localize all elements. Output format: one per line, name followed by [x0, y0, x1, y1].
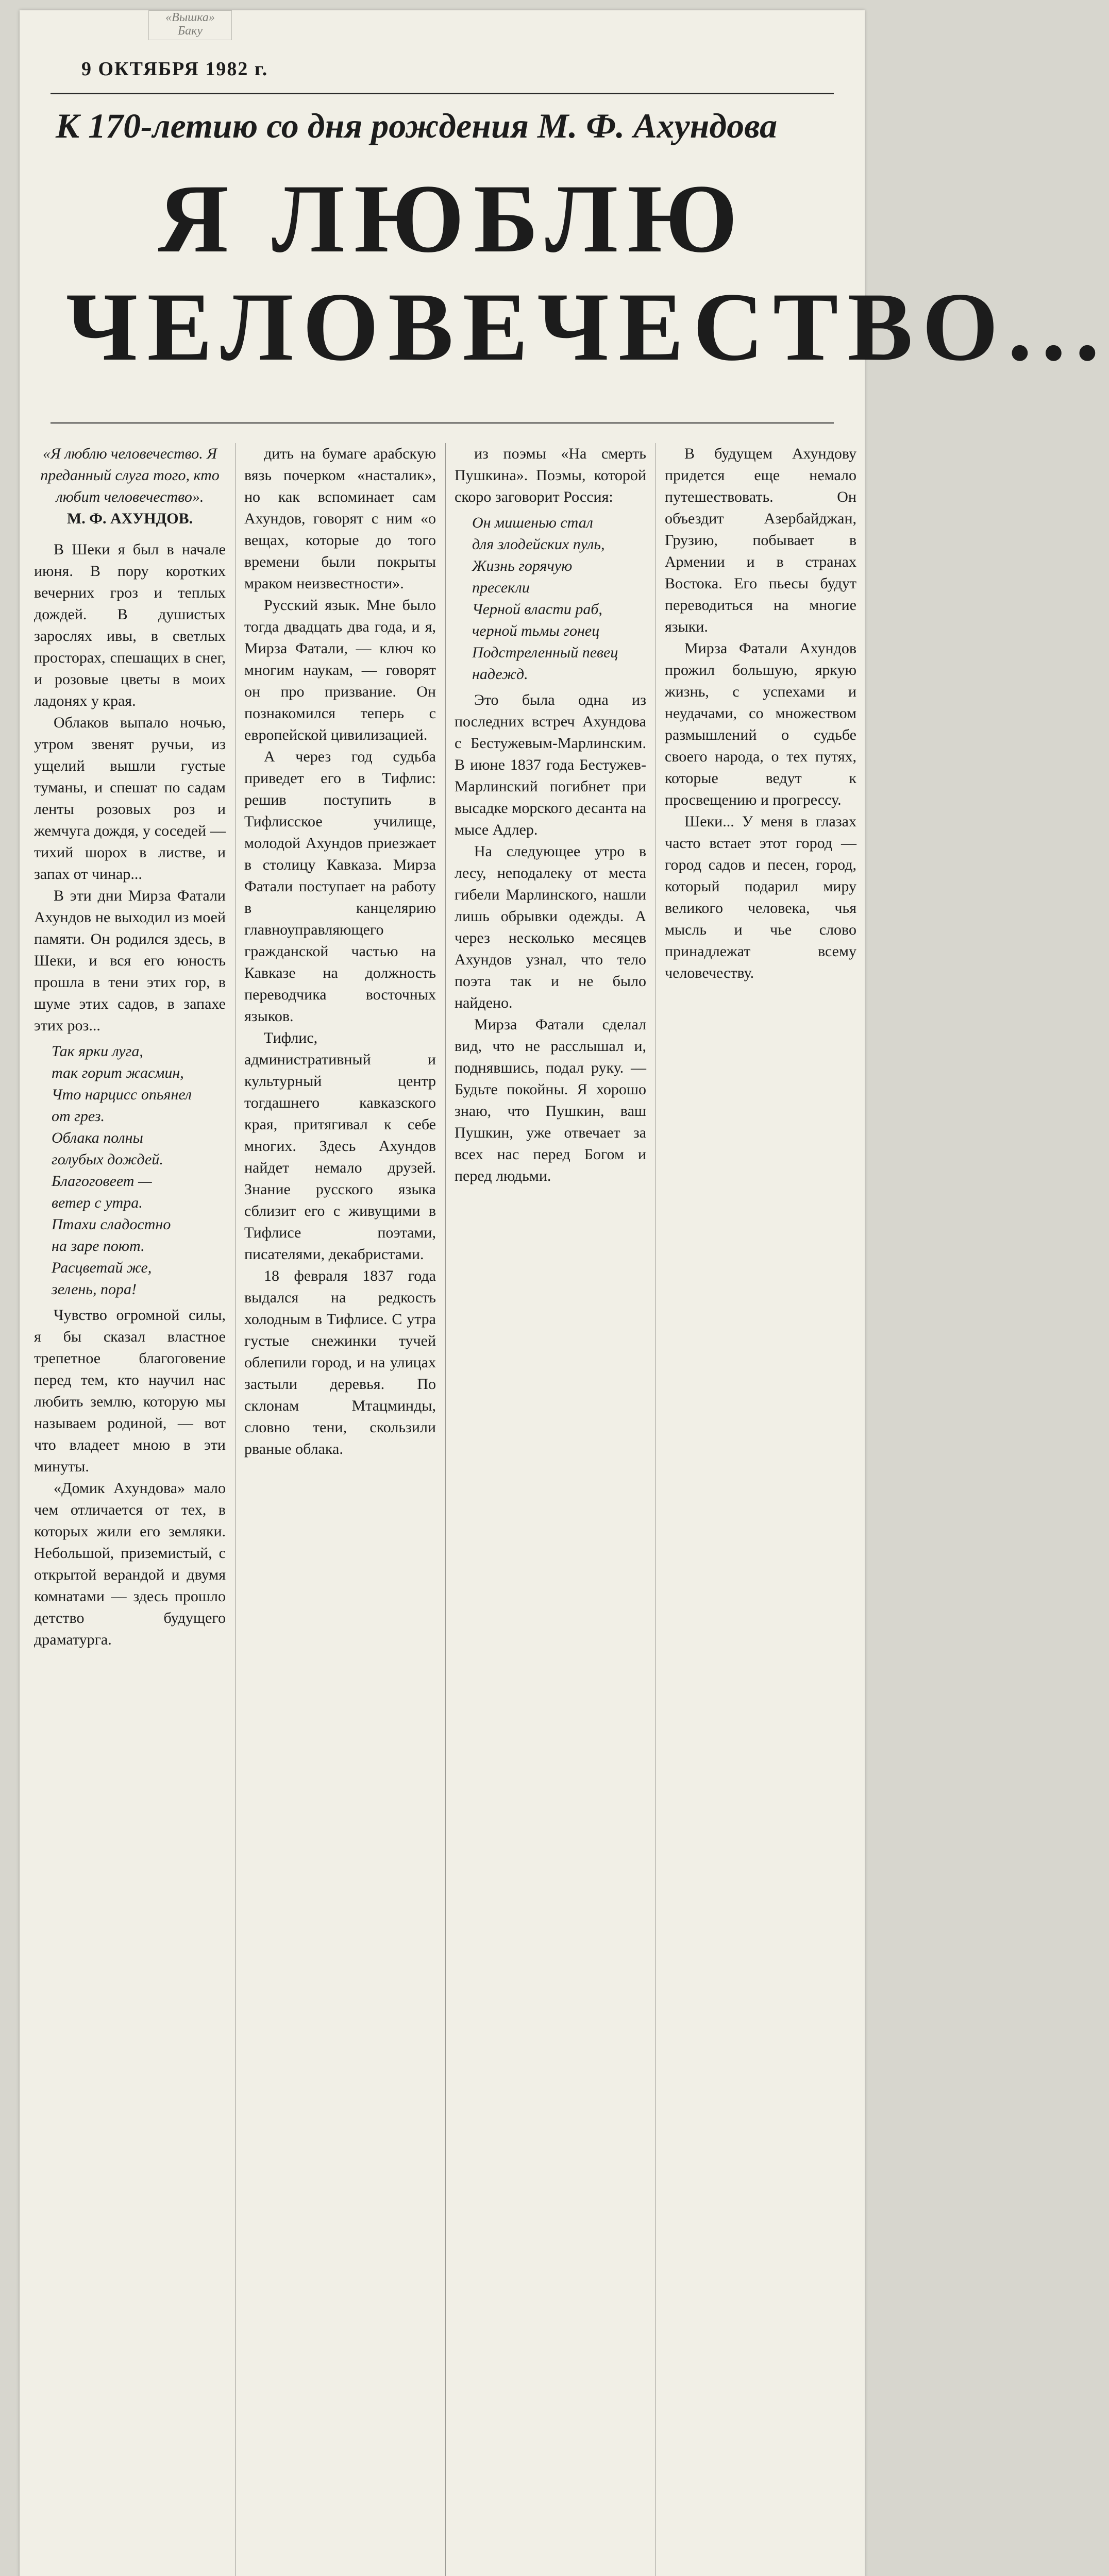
- column-4: [665, 443, 856, 2576]
- paragraph: Облаков выпало ночью, утром звенят ручьи, из ущелий вышли густые туманы, и спешат по садам ленты розовых роз и жемчуга дождя, у соседей — тихий шорох в листве, и запах от чинар...: [34, 714, 226, 883]
- epigraph: «Я люблю человечество. Я преданный слуга того, кто любит человечество».: [40, 445, 220, 505]
- headline-rule: [51, 422, 834, 423]
- headline-line-1: Я ЛЮБЛЮ: [158, 165, 747, 273]
- column-1: [34, 443, 226, 2576]
- paragraph: Мирза Фатали Ахундов прожил большую, яркую жизнь, с успехами и неудачами, со множеством размышлений о судьбе своего народа, о тех путях, которые ведут к просвещению и прогрессу.: [665, 640, 856, 808]
- paragraph: В Шеки я был в начале июня. В пору коротких вечерних гроз и теплых дождей. В душистых зарослях ивы, в светлых просторах, спешащих в снег, и розовые цветы в моих ладонях у края.: [34, 541, 226, 709]
- masthead: «Вышка»: [165, 11, 215, 24]
- paragraph: «Домик Ахундова» мало чем отличается от тех, в которых жили его земляки. Небольшой, приземистый, с открытой верандой и двумя комнатами — здесь прошло детство будущего драматурга.: [34, 1480, 226, 1648]
- paragraph: дить на бумаге арабскую вязь почерком «насталик», но как вспоминает сам Ахундов, говорят с ним «о вещах, которые до того времени были покрыты мраком неизвестности».: [244, 445, 436, 592]
- poem-verse: Он мишенью стал для злодейских пуль, Жизнь горячую пресекли Черной власти раб, черной тьмы гонец Подстреленный певец надежд.: [472, 514, 618, 683]
- column-3: [455, 443, 646, 2576]
- paragraph: Тифлис, административный и культурный центр тогдашнего кавказского края, притягивал к себе многих. Здесь Ахундов найдет немало друзей. Знание русского языка сблизит его с живущими в Тифлисе поэтами, писателями, декабристами.: [244, 1029, 436, 1263]
- paragraph: Мирза Фатали сделал вид, что не расслышал и, поднявшись, подал руку. — Будьте покойны. Я хорошо знаю, что Пушкин, ваш Пушкин, уже отвечает за всех нас перед Богом и перед людьми.: [455, 1016, 646, 1184]
- paragraph: из поэмы «На смерть Пушкина». Поэмы, которой скоро заговорит Россия:: [455, 445, 646, 505]
- paragraph: На следующее утро в лесу, неподалеку от места гибели Марлинского, нашли лишь обрывки одежды. А через несколько месяцев Ахундов узнал, что тело поэта так и не было найдено.: [455, 843, 646, 1011]
- headline-line-2: ЧЕЛОВЕЧЕСТВО...: [66, 273, 1109, 381]
- poem-verse: Так ярки луга, так горит жасмин, Что нарцисс опьянел от грез. Облака полны голубых дождей. Благоговеет — ветер с утра. Птахи сладостно на заре поют. Расцветай же, зелень, пора!: [52, 1043, 192, 1298]
- column-divider: [445, 443, 446, 2576]
- paragraph: В эти дни Мирза Фатали Ахундов не выходил из моей памяти. Он родился здесь, в Шеки, и вся его юность прошла в тени этих гор, в шуме этих садов, в запахе этих роз...: [34, 887, 226, 1034]
- headline: [66, 165, 1109, 381]
- paragraph: 18 февраля 1837 года выдался на редкость холодным в Тифлисе. С утра густые снежинки тучей облепили город, и на улицах застыли деревья. По склонам Мтацминды, словно тени, скользили рваные облака.: [244, 1267, 436, 1458]
- masthead-stamp: [148, 10, 232, 40]
- epigraph-author: М. Ф. АХУНДОВ.: [66, 510, 193, 527]
- issue-date: 9 ОКТЯБРЯ 1982 г.: [81, 58, 268, 80]
- paragraph: Шеки... У меня в глазах часто встает этот город — город садов и песен, город, который подарил миру великого человека, чья мысль и чье слово принадлежат всему человечеству.: [665, 813, 856, 981]
- anniversary-kicker: К 170-летию со дня рождения М. Ф. Ахундова: [56, 106, 778, 145]
- newspaper-clipping: [20, 10, 1109, 2576]
- masthead-city: Баку: [177, 24, 203, 38]
- column-divider: [235, 443, 236, 2576]
- paragraph: Это была одна из последних встреч Ахундова с Бестужевым-Марлинским. В июне 1837 года Бестужев-Марлинский погибнет при высадке морского десанта на мысе Адлер.: [455, 691, 646, 838]
- paragraph: А через год судьба приведет его в Тифлис: решив поступить в Тифлисское училище, молодой Ахундов приезжает в столицу Кавказа. Мирза Фатали поступает на работу в канцелярию главноуправляющего гражданской частью на Кавказе на должность переводчика восточных языков.: [244, 748, 436, 1025]
- paragraph: Чувство огромной силы, я бы сказал властное трепетное благоговение перед тем, кто научил нас любить землю, которую мы называем родиной, — вот что владеет мною в эти минуты.: [34, 1307, 226, 1475]
- paragraph: В будущем Ахундову придется еще немало путешествовать. Он объездит Азербайджан, Грузию, побывает в Армении и в странах Востока. Его пьесы будут переводиться на многие языки.: [665, 445, 856, 635]
- paragraph: Русский язык. Мне было тогда двадцать два года, и я, Мирза Фатали, — ключ ко многим наукам, — говорят он про призвание. Он познакомился теперь с европейской цивилизацией.: [244, 597, 436, 743]
- column-2: [244, 443, 436, 2576]
- top-rule: [51, 93, 834, 94]
